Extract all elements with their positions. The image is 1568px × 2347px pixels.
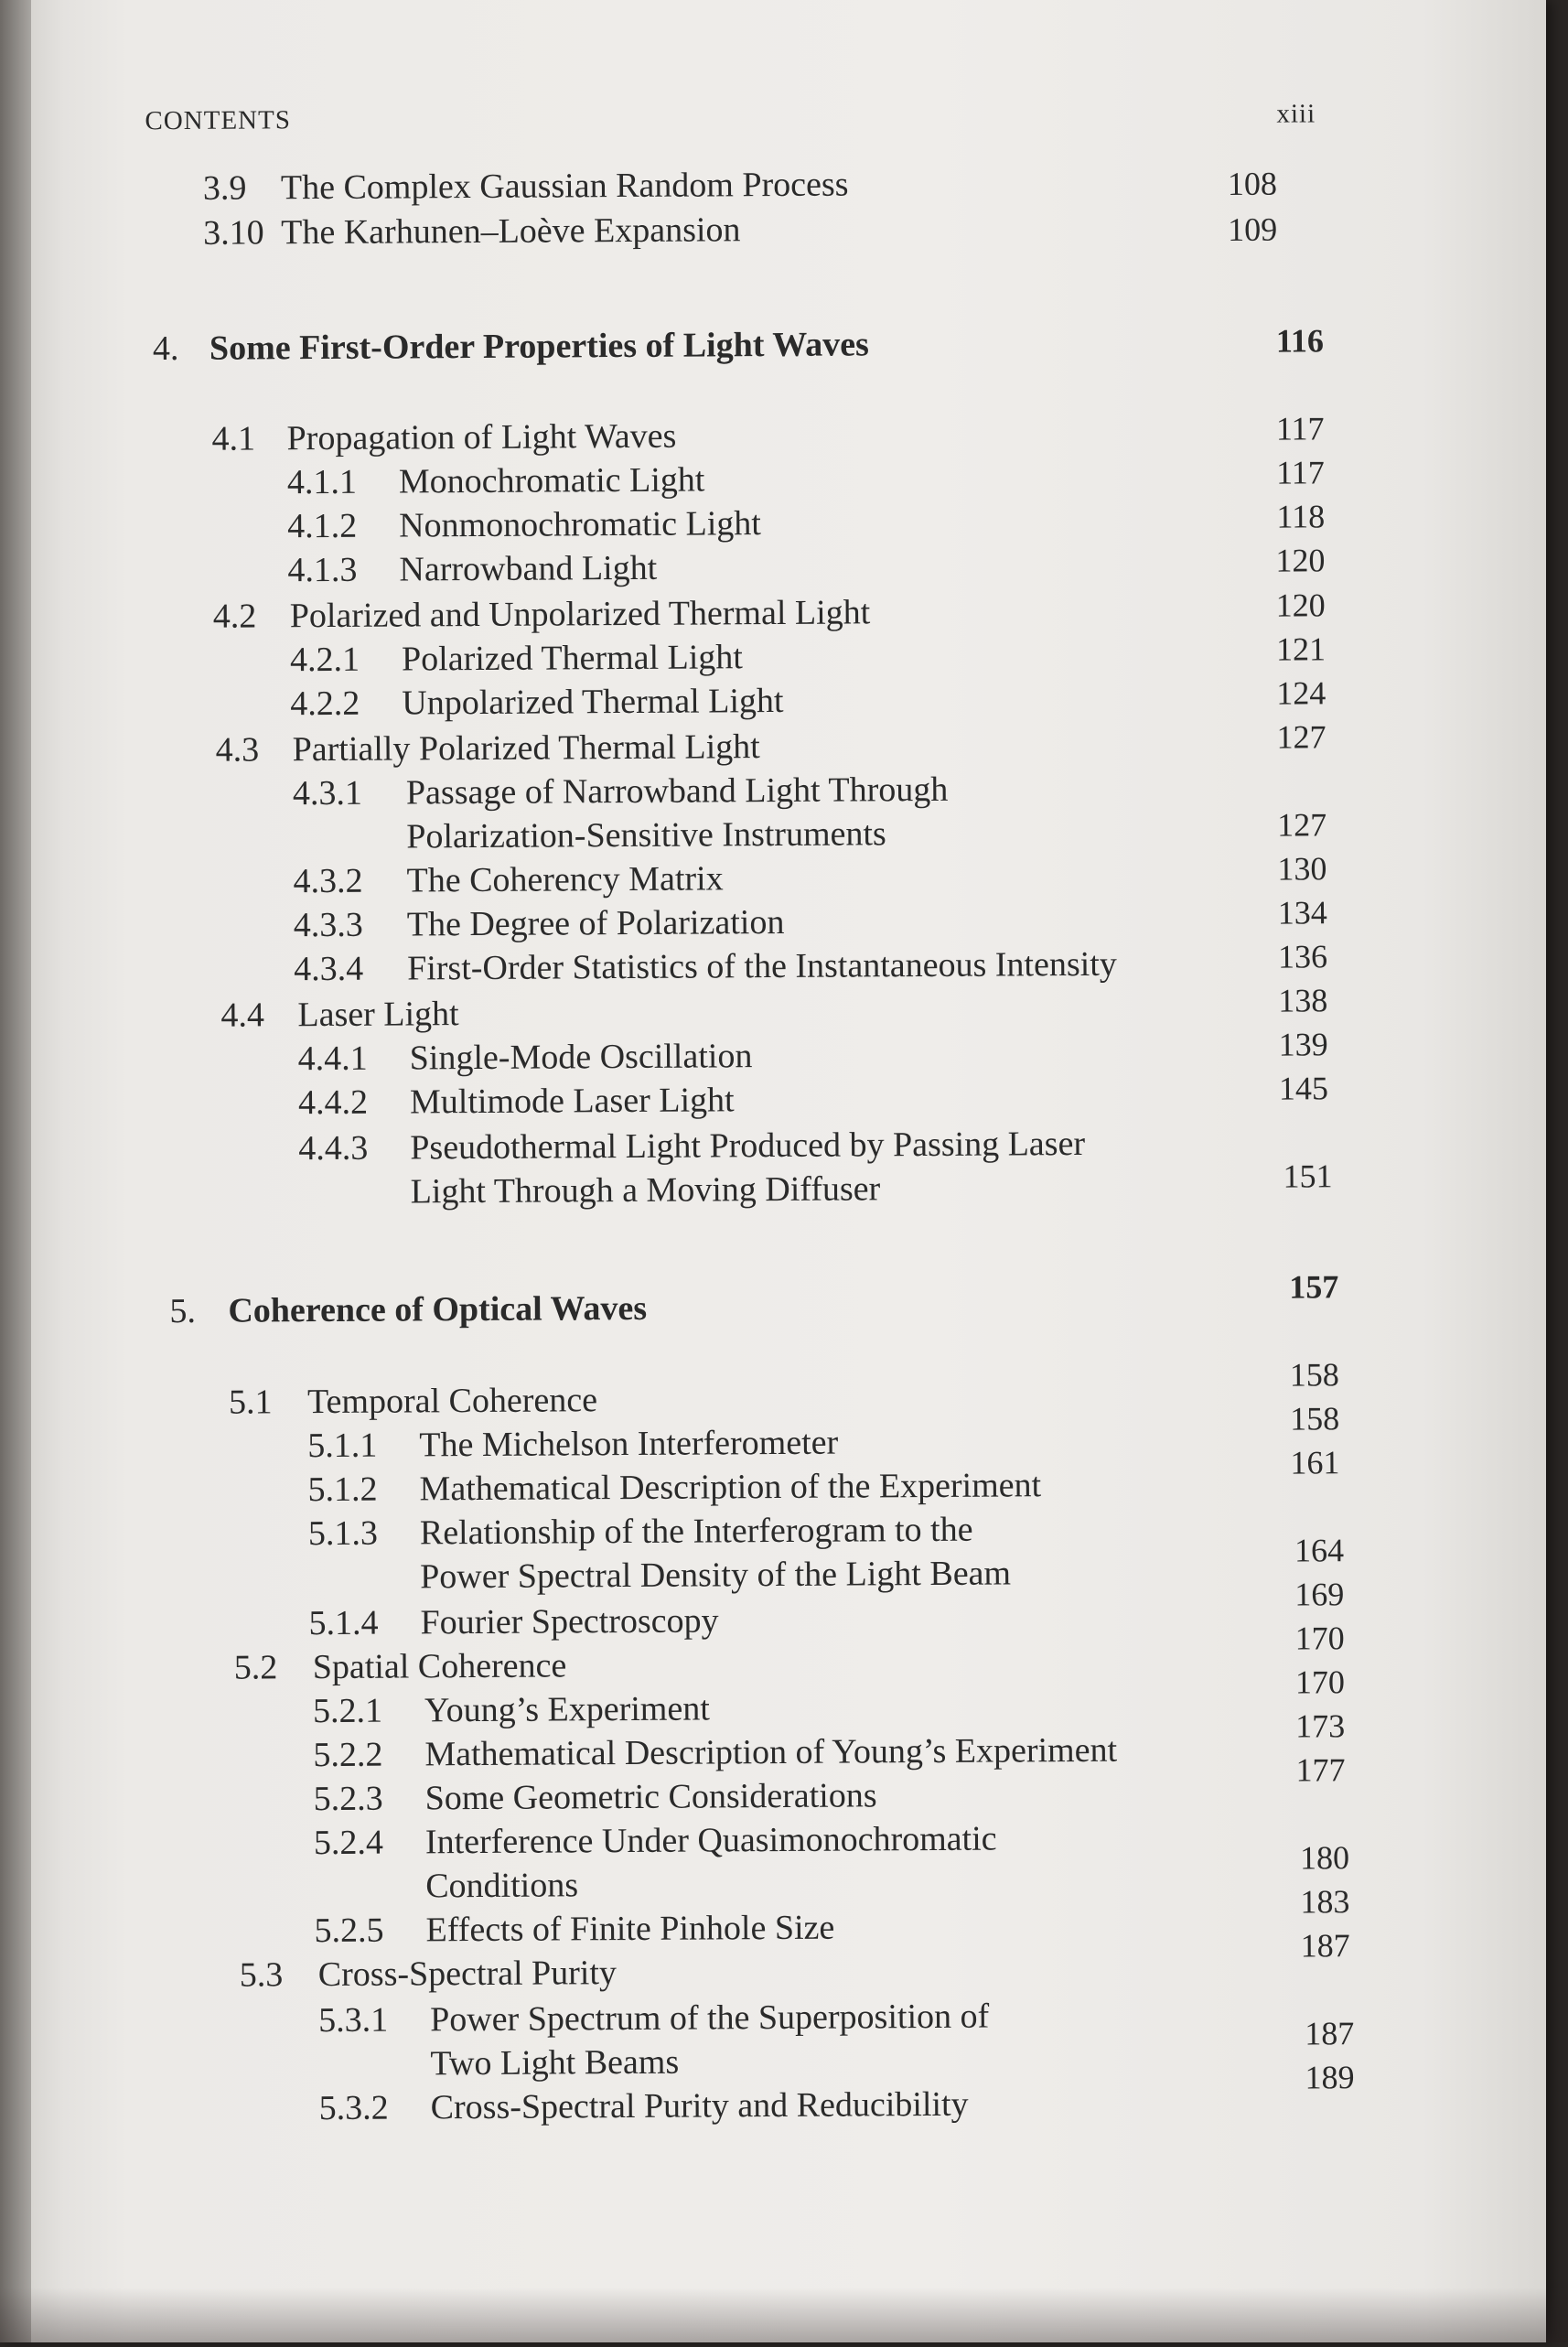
section-number: 5.1.3: [307, 1513, 379, 1554]
page-ref: 120: [1275, 587, 1326, 624]
section-title-continued: Light Through a Moving Diffuser: [410, 1169, 881, 1211]
page-ref: 180: [1299, 1839, 1350, 1877]
section-title: Cross-Spectral Purity and Reducibility: [430, 2084, 969, 2127]
section-number: 5.1.1: [307, 1426, 378, 1466]
section-title: Unpolarized Thermal Light: [402, 681, 784, 723]
section-title: Mathematical Description of Young’s Experiment: [424, 1730, 1118, 1774]
section-title: The Degree of Polarization: [406, 902, 785, 944]
section-number: 4.1.1: [286, 462, 358, 502]
page-ref: 161: [1290, 1444, 1340, 1481]
page-ref: 164: [1294, 1532, 1345, 1569]
page-ref: 121: [1275, 630, 1326, 668]
page-ref: 117: [1276, 454, 1325, 491]
running-head: CONTENTS: [145, 105, 292, 136]
section-title: Some Geometric Considerations: [424, 1776, 877, 1818]
section-title: Polarized and Unpolarized Thermal Light: [289, 593, 871, 636]
page-ref: 158: [1290, 1400, 1340, 1437]
section-number: 4.3.3: [293, 905, 363, 945]
section-title: The Coherency Matrix: [406, 859, 724, 900]
section-title: Relationship of the Interferogram to the: [419, 1510, 973, 1553]
section-number: 5.2.5: [314, 1911, 384, 1951]
section-number: 5.3.2: [318, 2088, 389, 2128]
section-title: Polarized Thermal Light: [401, 638, 744, 679]
page-ref: 157: [1289, 1268, 1339, 1306]
section-number: 4.4.3: [298, 1128, 369, 1168]
page-ref: 170: [1294, 1620, 1345, 1657]
section-title: Power Spectrum of the Superposition of: [430, 1997, 990, 2040]
section-title: First-Order Statistics of the Instantaneous Intensity: [406, 944, 1117, 988]
section-number: 4.2: [212, 597, 257, 636]
chapter-number: 4.: [152, 328, 179, 369]
section-number: 4.2.1: [289, 640, 360, 680]
section-title: Temporal Coherence: [306, 1381, 598, 1422]
page-ref: 187: [1305, 2015, 1355, 2052]
page-ref: 169: [1294, 1576, 1345, 1613]
section-number: 5.3: [239, 1955, 284, 1995]
section-number: 5.2.3: [313, 1779, 383, 1819]
section-title: Narrowband Light: [399, 548, 658, 589]
section-title-continued: Two Light Beams: [430, 2042, 680, 2083]
page-ref: 118: [1276, 498, 1326, 535]
section-title: Effects of Finite Pinhole Size: [425, 1908, 835, 1950]
section-number: 3.10: [203, 213, 264, 253]
section-title: The Complex Gaussian Random Process: [280, 165, 849, 208]
section-title: Laser Light: [297, 995, 459, 1035]
section-title: Spatial Coherence: [312, 1646, 567, 1687]
section-title: Interference Under Quasimonochromatic: [424, 1819, 997, 1862]
page-ref: 136: [1277, 938, 1328, 975]
section-title: Partially Polarized Thermal Light: [292, 727, 760, 770]
page-ref: 138: [1278, 982, 1328, 1019]
page-ref: 120: [1275, 542, 1326, 579]
section-title: Propagation of Light Waves: [286, 416, 677, 458]
section-number: 5.2.4: [313, 1823, 384, 1863]
page-ref: 170: [1294, 1663, 1346, 1701]
section-title-continued: Conditions: [425, 1866, 579, 1906]
section-number: 5.2.1: [312, 1691, 383, 1731]
chapter-number: 5.: [169, 1291, 197, 1331]
page-ref: 116: [1275, 322, 1325, 360]
page-bottom-shadow: [0, 2288, 1568, 2342]
section-number: 4.4: [220, 996, 265, 1035]
page-ref: 109: [1228, 210, 1278, 248]
page-ref: 173: [1295, 1707, 1346, 1745]
page-ref: 183: [1300, 1883, 1350, 1921]
section-title: Fourier Spectroscopy: [420, 1601, 719, 1642]
section-number: 3.9: [202, 168, 247, 208]
page-ref: 134: [1277, 894, 1327, 931]
section-number: 4.1: [211, 419, 256, 458]
section-number: 4.2.2: [290, 684, 360, 724]
section-number: 5.3.1: [318, 2000, 389, 2040]
page-ref: 108: [1227, 165, 1278, 202]
section-title: Mathematical Description of the Experiment: [419, 1466, 1042, 1509]
page-ref: 145: [1278, 1070, 1329, 1107]
section-number: 4.4.1: [297, 1039, 368, 1079]
page-ref: 151: [1283, 1157, 1333, 1195]
section-title: Pseudothermal Light Produced by Passing Laser: [410, 1124, 1086, 1168]
section-title: Cross-Spectral Purity: [317, 1954, 618, 1995]
section-number: 4.3.1: [292, 773, 363, 813]
section-title: Young’s Experiment: [424, 1689, 710, 1730]
section-number: 5.1.4: [308, 1603, 379, 1643]
section-number: 5.1.2: [307, 1470, 378, 1510]
chapter-title: Coherence of Optical Waves: [228, 1288, 648, 1330]
section-title: Monochromatic Light: [398, 460, 705, 501]
section-number: 4.3: [215, 730, 260, 770]
section-number: 5.1: [228, 1383, 273, 1422]
section-number: 4.1.2: [287, 506, 358, 546]
page-ref: 158: [1289, 1356, 1339, 1394]
section-number: 4.3.2: [293, 861, 363, 901]
section-number: 4.1.3: [287, 550, 358, 590]
page-ref: 187: [1300, 1927, 1350, 1965]
page-ref: 130: [1277, 850, 1327, 888]
section-title: Nonmonochromatic Light: [399, 504, 762, 545]
chapter-title: Some First-Order Properties of Light Waves: [209, 325, 869, 368]
page-ref: 139: [1278, 1026, 1328, 1063]
section-title-continued: Polarization-Sensitive Instruments: [406, 814, 886, 856]
section-title: Multimode Laser Light: [409, 1081, 735, 1122]
page-number: xiii: [1276, 99, 1316, 129]
section-title: Passage of Narrowband Light Through: [405, 770, 949, 813]
page-ref: 117: [1275, 410, 1325, 447]
section-title: The Karhunen–Loève Expansion: [281, 210, 741, 253]
page-ref: 127: [1276, 718, 1326, 756]
section-title: The Michelson Interferometer: [419, 1423, 839, 1465]
page-ref: 127: [1277, 806, 1327, 844]
section-number: 5.2.2: [313, 1735, 383, 1775]
section-title-continued: Power Spectral Density of the Light Beam: [420, 1554, 1012, 1597]
section-number: 5.2: [233, 1648, 278, 1687]
page-ref: 177: [1295, 1751, 1346, 1789]
section-number: 4.4.2: [297, 1082, 369, 1123]
page-ref: 189: [1305, 2059, 1355, 2096]
page-ref: 124: [1276, 674, 1326, 712]
section-title: Single-Mode Oscillation: [409, 1037, 753, 1078]
section-number: 4.3.4: [294, 949, 364, 989]
